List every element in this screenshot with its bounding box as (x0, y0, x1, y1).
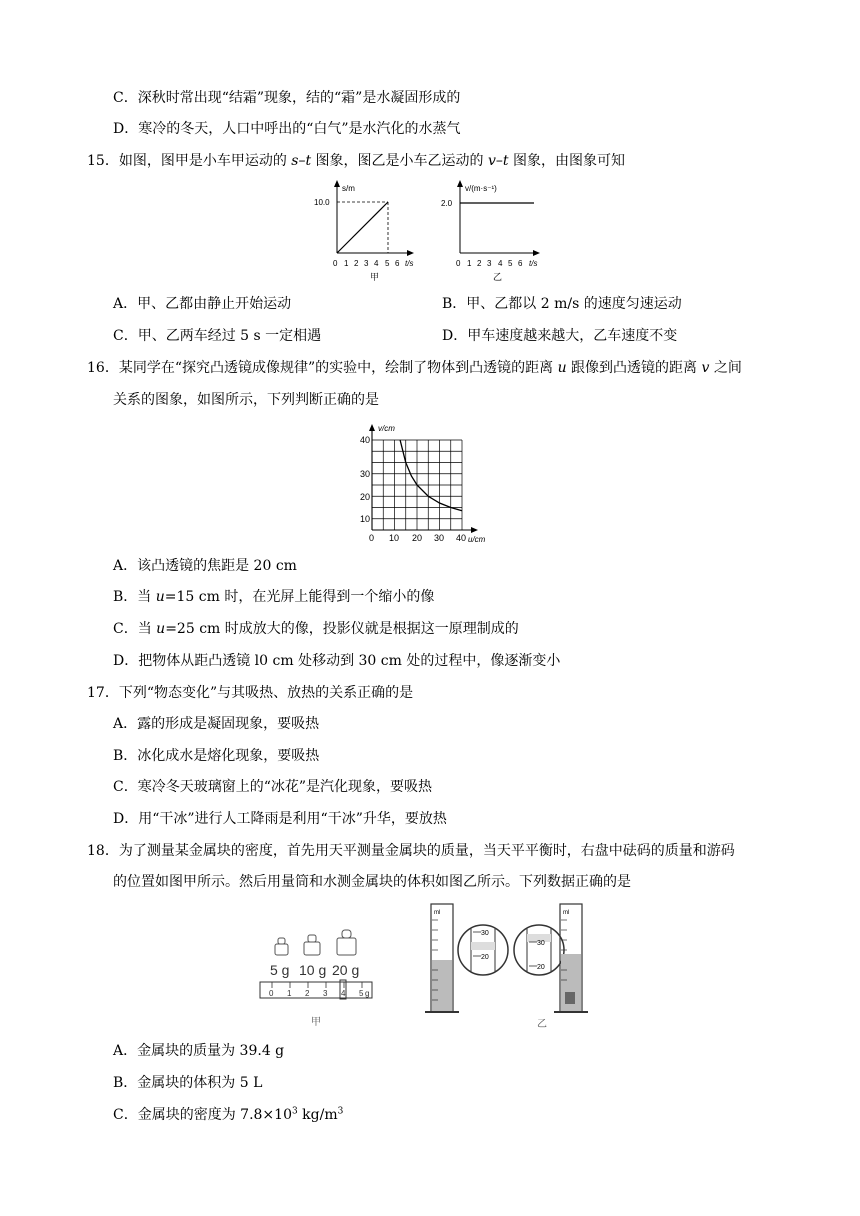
jia-xtick: 1 (344, 259, 349, 268)
q16-ytick: 10 (360, 514, 371, 524)
q15-option-c: C．甲、乙两车经过 5 s 一定相遇 (113, 328, 322, 344)
cylinder-unit: ml (434, 910, 441, 916)
yi-xtick: 2 (477, 259, 482, 268)
q18-stem-line1: 18．为了测量某金属块的密度，首先用天平测量金属块的质量，当天平平衡时，右盘中砝码的质量和游码 (87, 843, 735, 859)
caption-jia: 甲 (311, 1017, 321, 1028)
caption-yi: 乙 (537, 1019, 547, 1030)
jia-xtick: 3 (364, 259, 369, 268)
q15-option-b: B．甲、乙都以 2 m/s 的速度匀速运动 (442, 296, 682, 312)
weight-label: 20 g (332, 962, 360, 978)
q16-ylabel: v/cm (378, 424, 395, 433)
q16-ytick: 40 (360, 435, 371, 445)
q17-option-a: A．露的形成是凝固现象，要吸热 (113, 716, 320, 732)
caption-jia: 甲 (370, 272, 380, 282)
zoom-tick: 30 (481, 930, 489, 937)
jia-xtick: 2 (354, 259, 359, 268)
q17-option-b: B．冰化成水是熔化现象，要吸热 (113, 748, 320, 764)
yi-xtick: 0 (456, 259, 461, 268)
yi-xtick: 5 (508, 259, 513, 268)
zoom-tick: 20 (481, 954, 489, 961)
ruler-tick: 4 (341, 989, 346, 998)
caption-yi: 乙 (493, 272, 503, 282)
zoom-tick: 20 (537, 964, 545, 971)
q16-option-c: C．当 u=25 cm 时成放大的像，投影仪就是根据这一原理制成的 (113, 621, 519, 637)
jia-ytick: 10.0 (314, 198, 330, 207)
weight-label: 10 g (299, 962, 327, 978)
weight-10g-icon (304, 935, 320, 955)
q16-stem-line1: 16．某同学在“探究凸透镜成像规律”的实验中，绘制了物体到凸透镜的距离 u 跟像到凸透镜的距离 v 之间 (87, 360, 742, 376)
q15-option-d: D．甲车速度越来越大，乙车速度不变 (442, 328, 678, 344)
ruler-tick: 1 (287, 989, 292, 998)
yi-xtick: 4 (498, 259, 503, 268)
zoom-circle-1 (458, 925, 508, 975)
ruler-tick: 3 (323, 989, 328, 998)
q18-option-c: C．金属块的密度为 $7.8\times 10^3$ $kg/m^3$ (113, 1106, 344, 1123)
jia-ylabel: s/m (342, 184, 355, 193)
zoom-tick: 30 (537, 940, 545, 947)
q15-stem: 15．如图，图甲是小车甲运动的 s–t 图象，图乙是小车乙运动的 v–t 图象，由图象可知 (87, 153, 626, 169)
ruler-tick: 2 (305, 989, 310, 998)
q18-option-b: B．金属块的体积为 5 L (113, 1075, 263, 1091)
q17-option-d: D．用“干冰”进行人工降雨是利用“干冰”升华，要放热 (113, 811, 447, 827)
q16-ytick: 30 (360, 469, 371, 479)
q18-stem-line2: 的位置如图甲所示。然后用量筒和水测金属块的体积如图乙所示。下列数据正确的是 (113, 874, 631, 890)
q16-xtick: 30 (434, 533, 445, 543)
q16-option-a: A．该凸透镜的焦距是 20 cm (113, 558, 297, 574)
q18-figure (255, 900, 600, 1032)
cylinder-unit: ml (563, 910, 570, 916)
yi-xtick: 6 (518, 259, 523, 268)
q16-xtick: 40 (456, 533, 467, 543)
q14-option-d: D．寒冷的冬天，人口中呼出的“白气”是水汽化的水蒸气 (113, 121, 461, 137)
cylinder-1 (425, 904, 459, 1012)
yi-ylabel: v/(m·s⁻¹) (465, 184, 497, 193)
weight-5g-icon (275, 938, 288, 955)
zoom-circle-2 (514, 925, 564, 975)
q16-ytick: 20 (360, 492, 371, 502)
q16-stem-line2: 关系的图象，如图所示，下列判断正确的是 (113, 392, 379, 408)
q16-figure (352, 418, 502, 546)
q16-xtick: 0 (369, 533, 375, 543)
weight-label: 5 g (270, 962, 290, 978)
jia-xlabel: t/s (405, 259, 414, 268)
q16-option-b: B．当 u=15 cm 时，在光屏上能得到一个缩小的像 (113, 589, 435, 605)
ruler-tick: 0 (269, 989, 274, 998)
weight-20g-icon (337, 930, 356, 955)
q15-figure (300, 176, 570, 284)
yi-xlabel: t/s (529, 259, 538, 268)
ruler-unit: g (365, 989, 370, 998)
q17-stem: 17．下列“物态变化”与其吸热、放热的关系正确的是 (87, 685, 414, 701)
q16-xlabel: u/cm (468, 535, 486, 544)
jia-xtick: 0 (333, 259, 338, 268)
graph-jia (314, 180, 414, 282)
q16-xtick: 20 (412, 533, 423, 543)
yi-xtick: 3 (487, 259, 492, 268)
yi-ytick: 2.0 (441, 199, 453, 208)
q16-xtick: 10 (389, 533, 400, 543)
jia-xtick: 5 (385, 259, 390, 268)
q14-option-c: C．深秋时常出现“结霜”现象，结的“霜”是水凝固形成的 (113, 90, 461, 106)
weights (275, 930, 356, 955)
jia-xtick: 6 (395, 259, 400, 268)
q15-option-a: A．甲、乙都由静止开始运动 (113, 296, 292, 312)
yi-xtick: 1 (467, 259, 472, 268)
jia-xtick: 4 (374, 259, 379, 268)
ruler-tick: 5 (359, 989, 364, 998)
graph-yi (441, 180, 540, 282)
q16-option-d: D．把物体从距凸透镜 l0 cm 处移动到 30 cm 处的过程中，像逐渐变小 (113, 653, 561, 669)
q16-curve (400, 440, 462, 511)
jia-line (337, 202, 388, 253)
q17-option-c: C．寒冷冬天玻璃窗上的“冰花”是汽化现象，要吸热 (113, 779, 433, 795)
rider-scale (260, 980, 372, 999)
q18-option-a: A．金属块的质量为 39.4 g (113, 1043, 285, 1059)
